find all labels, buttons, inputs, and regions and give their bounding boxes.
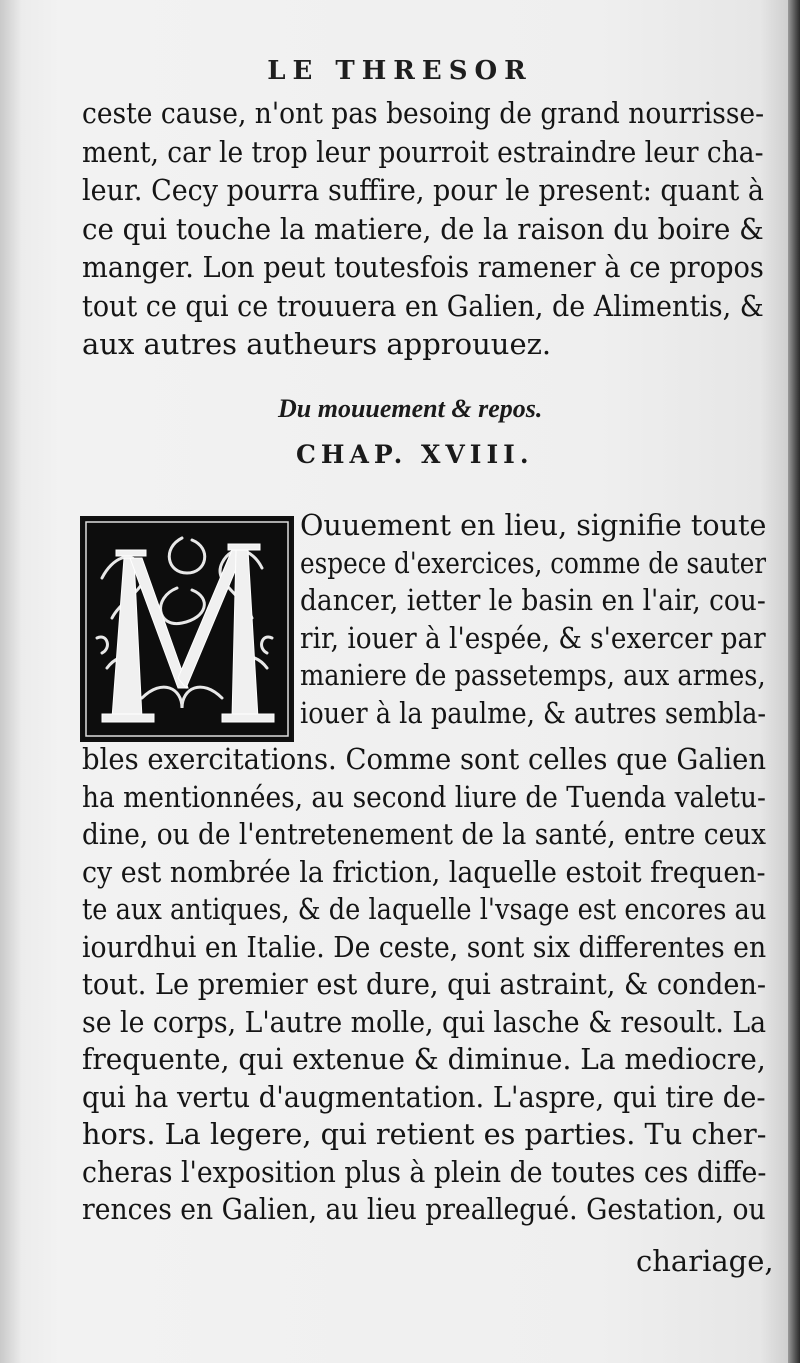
chapter-heading: CHAP. XVIII.: [296, 440, 534, 469]
text-line: te aux antiques, & de laquelle l'vsage est encores au: [82, 892, 766, 926]
text-line: cheras l'exposition plus à plein de toutes ces diffe-: [82, 1154, 766, 1189]
text-line: qui ha vertu d'augmentation. L'aspre, qui tire de-: [82, 1079, 766, 1114]
text-line: rences en Galien, au lieu preallegué. Gestation, ou: [82, 1192, 766, 1226]
running-header: LE THRESOR: [267, 56, 533, 86]
catchword: chariage,: [636, 1244, 774, 1278]
decorated-initial: [80, 516, 294, 742]
text-line: ha mentionnées, au second liure de Tuenda valetu-: [82, 779, 766, 814]
text-line: hors. La legere, qui retient es parties. Tu cher-: [82, 1117, 766, 1151]
text-line: Ouuement en lieu, signifie toute: [300, 508, 766, 542]
text-line: tout. Le premier est dure, qui astraint, & conden-: [82, 967, 766, 1001]
text-line: tout ce qui ce trouuera en Galien, de Alimentis, &: [82, 288, 764, 323]
text-line: aux autres autheurs approuuez.: [82, 327, 552, 361]
text-line: dancer, ietter le basin en l'air, cou-: [300, 583, 766, 617]
text-line: iourdhui en Italie. De ceste, sont six differentes en: [82, 929, 766, 964]
text-line: cy est nombrée la friction, laquelle estoit frequen-: [82, 854, 766, 889]
text-line: leur. Cecy pourra suffire, pour le present: quant à: [82, 173, 764, 207]
text-line: iouer à la paulme, & autres sembla-: [300, 695, 766, 730]
text-line: ce qui touche la matiere, de la raison du boire &: [82, 211, 764, 246]
section-title: Du mouuement & repos.: [278, 394, 543, 423]
text-line: dine, ou de l'entretenement de la santé, entre ceux: [82, 817, 766, 851]
text-line: espece d'exercices, comme de sauter: [300, 545, 766, 580]
text-line: frequente, qui extenue & diminue. La mediocre,: [82, 1042, 766, 1076]
text-line: manger. Lon peut toutesfois ramener à ce propos: [82, 250, 764, 284]
text-line: rir, iouer à l'espée, & s'exercer par: [300, 620, 766, 655]
initial-letter: M: [82, 518, 84, 519]
text-line: maniere de passetemps, aux armes,: [300, 658, 766, 692]
text-line: ceste cause, n'ont pas besoing de grand nourrisse-: [82, 96, 764, 130]
page-edge: [788, 0, 800, 1363]
text-line: ment, car le trop leur pourroit estraindre leur cha-: [82, 134, 764, 169]
text-line: bles exercitations. Comme sont celles que Galien: [82, 742, 766, 776]
floral-initial-icon: [82, 518, 292, 740]
text-line: se le corps, L'autre molle, qui lasche & resoult. La: [82, 1004, 766, 1039]
